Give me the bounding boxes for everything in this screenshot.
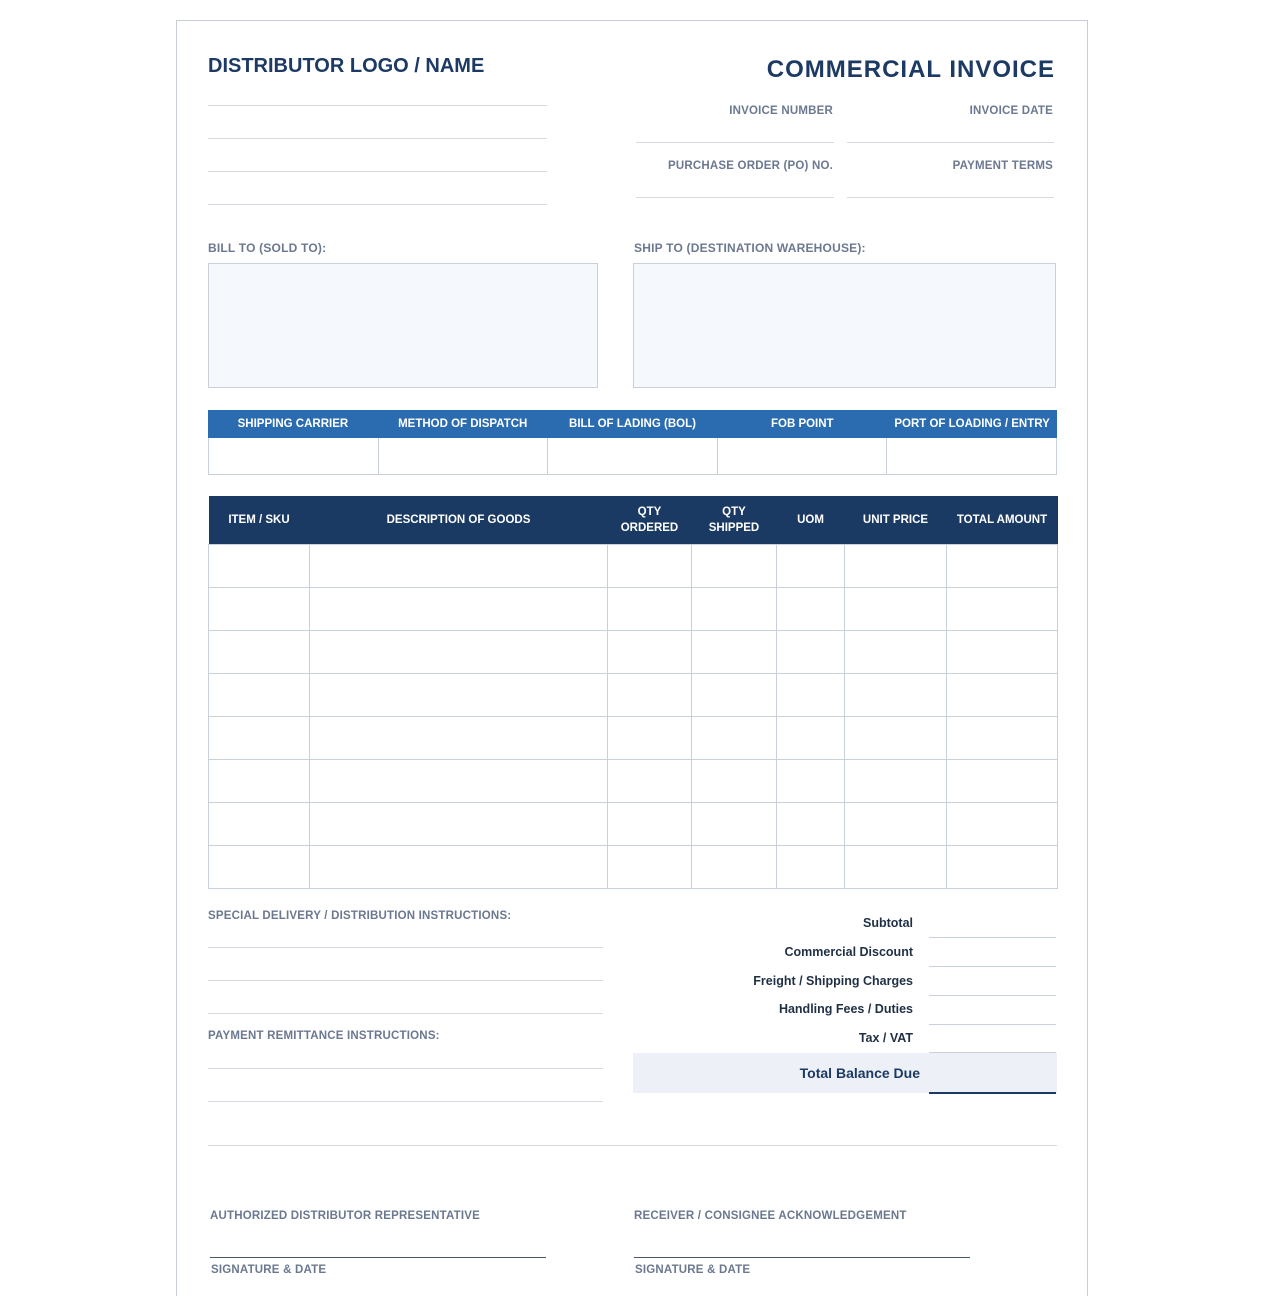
port-cell[interactable]	[887, 438, 1056, 474]
payment-terms-label: PAYMENT TERMS	[952, 160, 1053, 172]
qty-shipped-cell[interactable]	[692, 544, 777, 587]
qty-ordered-cell[interactable]	[608, 759, 692, 802]
unit-price-cell[interactable]	[845, 587, 947, 630]
shipping-carrier-cell[interactable]	[209, 438, 379, 474]
qty-ordered-header	[608, 496, 692, 544]
remittance-line-2[interactable]	[208, 1101, 603, 1102]
description-cell[interactable]	[310, 802, 608, 845]
port-header: PORT OF LOADING / ENTRY	[894, 418, 1050, 430]
fob-point-header: FOB POINT	[770, 418, 834, 430]
qty-ordered-cell[interactable]	[608, 587, 692, 630]
qty-ordered-cell[interactable]	[608, 630, 692, 673]
qty-shipped-cell[interactable]	[692, 759, 777, 802]
description-cell[interactable]	[310, 587, 608, 630]
table-row	[209, 716, 1058, 759]
section-divider	[208, 1145, 1057, 1146]
receiver-signature-date-label: SIGNATURE & DATE	[635, 1264, 751, 1276]
total-balance-label: Total Balance Due	[799, 1065, 920, 1081]
sku-cell[interactable]	[209, 673, 310, 716]
delivery-line-1[interactable]	[208, 947, 603, 948]
uom-cell[interactable]	[777, 630, 845, 673]
remittance-line-1[interactable]	[208, 1068, 603, 1069]
distributor-line-3[interactable]	[208, 171, 547, 172]
unit-price-cell[interactable]	[845, 845, 947, 888]
delivery-instructions-label: SPECIAL DELIVERY / DISTRIBUTION INSTRUCTIONS:	[208, 910, 512, 922]
fob-point-cell[interactable]	[718, 438, 888, 474]
sku-cell[interactable]	[209, 630, 310, 673]
qty-ordered-header-line1: QTY	[637, 505, 662, 518]
table-row	[209, 630, 1058, 673]
ship-to-box[interactable]	[633, 263, 1056, 388]
ship-to-label: SHIP TO (DESTINATION WAREHOUSE):	[634, 241, 866, 255]
description-cell[interactable]	[310, 716, 608, 759]
qty-ordered-cell[interactable]	[608, 802, 692, 845]
unit-price-cell[interactable]	[845, 630, 947, 673]
qty-shipped-cell[interactable]	[692, 716, 777, 759]
uom-cell[interactable]	[777, 544, 845, 587]
uom-header: UOM	[777, 496, 845, 544]
total-balance-row	[633, 1053, 1057, 1093]
sku-cell[interactable]	[209, 544, 310, 587]
qty-shipped-cell[interactable]	[692, 630, 777, 673]
qty-shipped-cell[interactable]	[692, 673, 777, 716]
table-row	[209, 802, 1058, 845]
total-amount-cell[interactable]	[947, 673, 1058, 716]
handling-field[interactable]	[929, 1024, 1056, 1025]
tax-label: Tax / VAT	[858, 1031, 913, 1045]
total-amount-cell[interactable]	[947, 544, 1058, 587]
unit-price-header: UNIT PRICE	[845, 496, 947, 544]
shipping-carrier-header: SHIPPING CARRIER	[237, 418, 349, 430]
receiver-signature-title: RECEIVER / CONSIGNEE ACKNOWLEDGEMENT	[634, 1210, 907, 1222]
distributor-line-1[interactable]	[208, 105, 547, 106]
sku-cell[interactable]	[209, 716, 310, 759]
total-amount-cell[interactable]	[947, 716, 1058, 759]
bill-to-label: BILL TO (SOLD TO):	[208, 241, 327, 255]
receiver-signature-line[interactable]	[634, 1257, 970, 1258]
uom-cell[interactable]	[777, 673, 845, 716]
total-amount-cell[interactable]	[947, 759, 1058, 802]
unit-price-cell[interactable]	[845, 716, 947, 759]
freight-label: Freight / Shipping Charges	[753, 974, 913, 988]
qty-ordered-cell[interactable]	[608, 845, 692, 888]
description-cell[interactable]	[310, 759, 608, 802]
dispatch-method-header: METHOD OF DISPATCH	[398, 418, 528, 430]
table-row	[209, 845, 1058, 888]
description-header: DESCRIPTION OF GOODS	[310, 496, 608, 544]
sku-header: ITEM / SKU	[209, 496, 310, 544]
sku-cell[interactable]	[209, 845, 310, 888]
distributor-signature-title: AUTHORIZED DISTRIBUTOR REPRESENTATIVE	[210, 1210, 480, 1222]
total-amount-cell[interactable]	[947, 802, 1058, 845]
qty-shipped-cell[interactable]	[692, 845, 777, 888]
qty-ordered-cell[interactable]	[608, 673, 692, 716]
table-row	[209, 587, 1058, 630]
discount-field[interactable]	[929, 966, 1056, 967]
total-amount-cell[interactable]	[947, 630, 1058, 673]
distributor-name: DISTRIBUTOR LOGO / NAME	[208, 55, 485, 77]
dispatch-method-cell[interactable]	[379, 438, 549, 474]
sku-cell[interactable]	[209, 802, 310, 845]
qty-ordered-cell[interactable]	[608, 716, 692, 759]
description-cell[interactable]	[310, 630, 608, 673]
line-items-body	[209, 544, 1058, 888]
invoice-date-label: INVOICE DATE	[969, 105, 1053, 117]
total-amount-cell[interactable]	[947, 845, 1058, 888]
qty-ordered-header-line2: ORDERED	[620, 521, 679, 534]
subtotal-label: Subtotal	[863, 916, 913, 930]
qty-shipped-header-line2: SHIPPED	[708, 521, 760, 534]
uom-cell[interactable]	[777, 802, 845, 845]
distributor-line-2[interactable]	[208, 138, 547, 139]
bill-of-lading-header: BILL OF LADING (BOL)	[569, 418, 696, 430]
table-row	[209, 759, 1058, 802]
remittance-instructions-label: PAYMENT REMITTANCE INSTRUCTIONS:	[208, 1030, 440, 1042]
sku-cell[interactable]	[209, 587, 310, 630]
description-cell[interactable]	[310, 544, 608, 587]
po-number-label: PURCHASE ORDER (PO) NO.	[668, 160, 833, 172]
uom-cell[interactable]	[777, 716, 845, 759]
uom-cell[interactable]	[777, 845, 845, 888]
bill-to-box[interactable]	[208, 263, 598, 388]
delivery-line-2[interactable]	[208, 980, 603, 981]
qty-ordered-cell[interactable]	[608, 544, 692, 587]
description-cell[interactable]	[310, 673, 608, 716]
unit-price-cell[interactable]	[845, 544, 947, 587]
uom-cell[interactable]	[777, 759, 845, 802]
table-row	[209, 544, 1058, 587]
po-number-field[interactable]	[636, 197, 834, 198]
uom-cell[interactable]	[777, 587, 845, 630]
shipping-header	[208, 410, 1057, 438]
table-row	[209, 673, 1058, 716]
unit-price-cell[interactable]	[845, 759, 947, 802]
discount-label: Commercial Discount	[784, 945, 913, 959]
document-title: COMMERCIAL INVOICE	[766, 56, 1055, 83]
qty-shipped-header-line1: QTY	[722, 505, 746, 518]
delivery-line-3[interactable]	[208, 1013, 603, 1014]
invoice-number-field[interactable]	[636, 142, 834, 143]
description-cell[interactable]	[310, 845, 608, 888]
freight-field[interactable]	[929, 995, 1056, 996]
line-items-header	[209, 496, 1058, 544]
total-amount-cell[interactable]	[947, 587, 1058, 630]
shipping-row	[208, 438, 1057, 475]
invoice-sheet	[176, 20, 1088, 1296]
unit-price-cell[interactable]	[845, 673, 947, 716]
distributor-line-4[interactable]	[208, 204, 547, 205]
invoice-date-field[interactable]	[847, 142, 1054, 143]
qty-shipped-cell[interactable]	[692, 802, 777, 845]
unit-price-cell[interactable]	[845, 802, 947, 845]
distributor-signature-date-label: SIGNATURE & DATE	[211, 1264, 327, 1276]
total-amount-header: TOTAL AMOUNT	[947, 496, 1058, 544]
line-items-table	[208, 496, 1058, 889]
total-balance-field[interactable]	[929, 1092, 1056, 1094]
handling-label: Handling Fees / Duties	[778, 1002, 913, 1016]
invoice-number-label: INVOICE NUMBER	[729, 105, 833, 117]
subtotal-field[interactable]	[929, 937, 1056, 938]
qty-shipped-cell[interactable]	[692, 587, 777, 630]
sku-cell[interactable]	[209, 759, 310, 802]
qty-shipped-header	[692, 496, 777, 544]
distributor-signature-line[interactable]	[210, 1257, 546, 1258]
bill-of-lading-cell[interactable]	[548, 438, 718, 474]
payment-terms-field[interactable]	[847, 197, 1054, 198]
